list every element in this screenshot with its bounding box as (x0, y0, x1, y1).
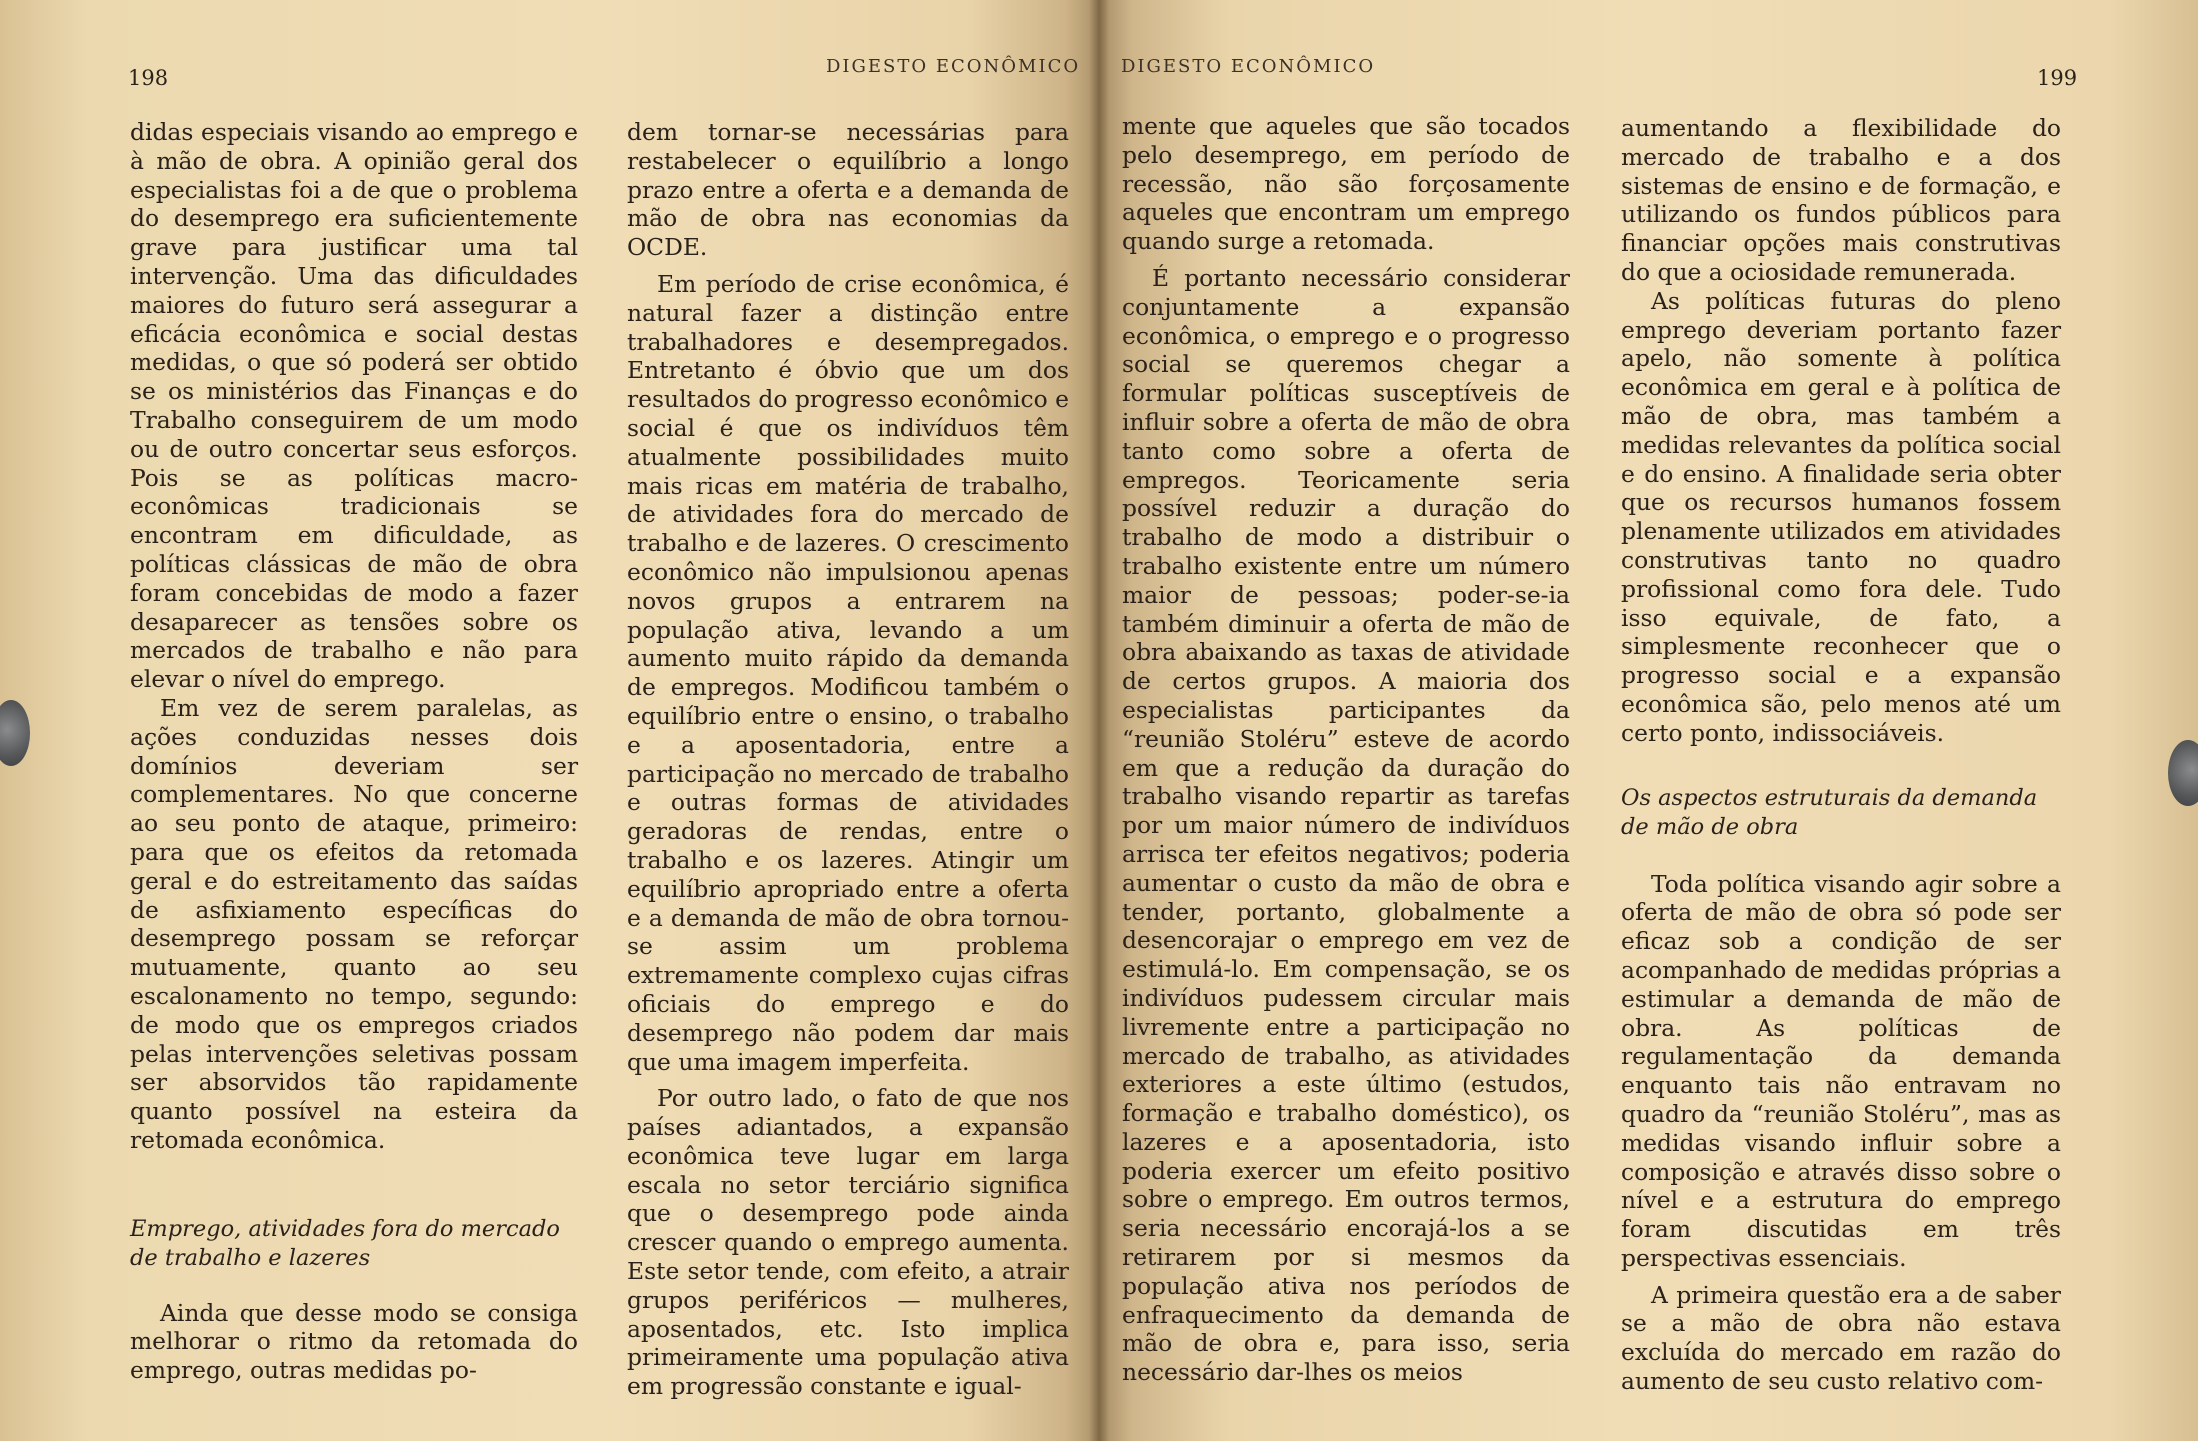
section-title: Emprego, atividades fora do mercado de trabalho e lazeres (130, 1215, 560, 1271)
paragraph: Toda política visando agir sobre a oferta de mão de obra só pode ser eficaz sob a condição de ser acompanhado de medidas próprias a estimular a demanda de mão de obra. As políticas de regulamentação da demanda enquanto tais não entravam no quadro da “reunião Stoléru”, mas as medidas visando influir sobre a composição e através disso sobre o nível e a estrutura do emprego foram discutidas em três perspectivas essenciais. (1621, 869, 2061, 1272)
paragraph: Ainda que desse modo se consiga melhorar o ritmo da retomada do emprego, outras medidas po- (130, 1298, 578, 1385)
binder-clip (0, 700, 30, 766)
paragraph: didas especiais visando ao emprego e à mão de obra. A opinião geral dos especialistas foi a de que o problema do desemprego era suficientemente grave para justificar uma tal intervenção. Uma das dificuldades maiores do futuro será assegurar a eficácia econômica e social destas medidas, o que só poderá ser obtido se os ministérios das Finanças e do Trabalho conseguirem de um modo ou de outro concertar seus esforços. Pois se as políticas macro-econômicas tradicionais se encontram em dificuldade, as políticas clássicas de mão de obra foram concebidas de modo a fazer desaparecer as tensões sobre os mercados de trabalho e não para elevar o nível do emprego. (130, 118, 578, 694)
right-page (1099, 0, 2198, 1441)
paragraph: dem tornar-se necessárias para restabelecer o equilíbrio a longo prazo entre a oferta e a demanda de mão de obra nas economias da OCDE. (627, 118, 1069, 262)
paragraph: mente que aqueles que são tocados pelo desemprego, em período de recessão, não são forçosamente aqueles que encontram um emprego quando surge a retomada. (1122, 112, 1570, 256)
page-number: 199 (2037, 66, 2078, 90)
text-column-2 (627, 118, 1069, 1401)
paragraph: É portanto necessário considerar conjuntamente a expansão econômica, o emprego e o progresso social se queremos chegar a formular políticas susceptíveis de influir sobre a oferta de mão de obra tanto como sobre a oferta de empregos. Teoricamente seria possível reduzir a duração do trabalho de modo a distribuir o trabalho existente entre um número maior de pessoas; poder-se-ia também diminuir a oferta de mão de obra abaixando as taxas de atividade de certos grupos. A maioria dos especialistas participantes da “reunião Stoléru” esteve de acordo em que a redução da duração do trabalho visando repartir as tarefas por um maior número de indivíduos arrisca ter efeitos negativos; poderia aumentar o custo da mão de obra e tender, portanto, globalmente a desencorajar o emprego em vez de estimulá-lo. Em compensação, se os indivíduos pudessem circular mais livremente entre a participação no mercado de trabalho, as atividades exteriores a este último (estudos, formação e trabalho doméstico), os lazeres e a aposentadoria, isto poderia exercer um efeito positivo sobre o emprego. Em outros termos, seria necessário encorajá-los a se retirarem por si mesmos da população ativa nos períodos de enfraquecimento da demanda de mão de obra e, para isso, seria necessário dar-lhes os meios (1122, 263, 1570, 1387)
running-head: DIGESTO ECONÔMICO (826, 56, 1081, 77)
running-head: DIGESTO ECONÔMICO (1121, 56, 1376, 77)
section-title: Os aspectos estruturais da demanda de mão de obra (1621, 784, 2038, 840)
paragraph: A primeira questão era a de saber se a mão de obra não estava excluída do mercado em razão do aumento de seu custo relativo com- (1621, 1280, 2061, 1396)
text-column-1 (130, 118, 578, 1385)
paragraph: Por outro lado, o fato de que nos países adiantados, a expansão econômica teve lugar em larga escala no setor terciário significa que o desemprego pode ainda crescer quando o emprego aumenta. Este setor tende, com efeito, a atrair grupos periféricos — mulheres, aposentados, etc. Isto implica primeiramente uma população ativa em progressão constante e igual- (627, 1084, 1069, 1401)
paragraph: As políticas futuras do pleno emprego deveriam portanto fazer apelo, não somente à política econômica em geral e à política de mão de obra, mas também a medidas relevantes da política social e do ensino. A finalidade seria obter que os recursos humanos fossem plenamente utilizados em atividades construtivas tanto no quadro profissional como fora dele. Tudo isso equivale, de fato, a simplesmente reconhecer que o progresso social e a expansão econômica são, pelo menos até um certo ponto, indissociáveis. (1621, 286, 2061, 747)
book-gutter (1089, 0, 1109, 1441)
text-column-3 (1122, 112, 1570, 1387)
paragraph: Em vez de serem paralelas, as ações conduzidas nesses dois domínios deveriam ser complementares. No que concerne ao seu ponto de ataque, primeiro: para que os efeitos da retomada geral e do estreitamento das saídas de asfixiamento específicas do desemprego possam se reforçar mutuamente, quanto ao seu escalonamento no tempo, segundo: de modo que os empregos criados pelas intervenções seletivas possam ser absorvidos tão rapidamente quanto possível na esteira da retomada econômica. (130, 693, 578, 1154)
page-number: 198 (128, 66, 169, 90)
paragraph: aumentando a flexibilidade do mercado de trabalho e a dos sistemas de ensino e de formação, e utilizando os fundos públicos para financiar opções mais construtivas do que a ociosidade remunerada. (1621, 114, 2061, 286)
text-column-4 (1621, 114, 2061, 1396)
paragraph: Em período de crise econômica, é natural fazer a distinção entre trabalhadores e desempregados. Entretanto é óbvio que um dos resultados do progresso econômico e social é que os indivíduos têm atualmente possibilidades muito mais ricas em matéria de trabalho, de atividades fora do mercado de trabalho e de lazeres. O crescimento econômico não impulsionou apenas novos grupos a entrarem na população ativa, levando a um aumento muito rápido da demanda de empregos. Modificou também o equilíbrio entre o ensino, o trabalho e a aposentadoria, entre a participação no mercado de trabalho e outras formas de atividades geradoras de rendas, entre o trabalho e os lazeres. Atingir um equilíbrio apropriado entre a oferta e a demanda de mão de obra tornou-se assim um problema extremamente complexo cujas cifras oficiais do emprego e do desemprego não podem dar mais que uma imagem imperfeita. (627, 269, 1069, 1076)
